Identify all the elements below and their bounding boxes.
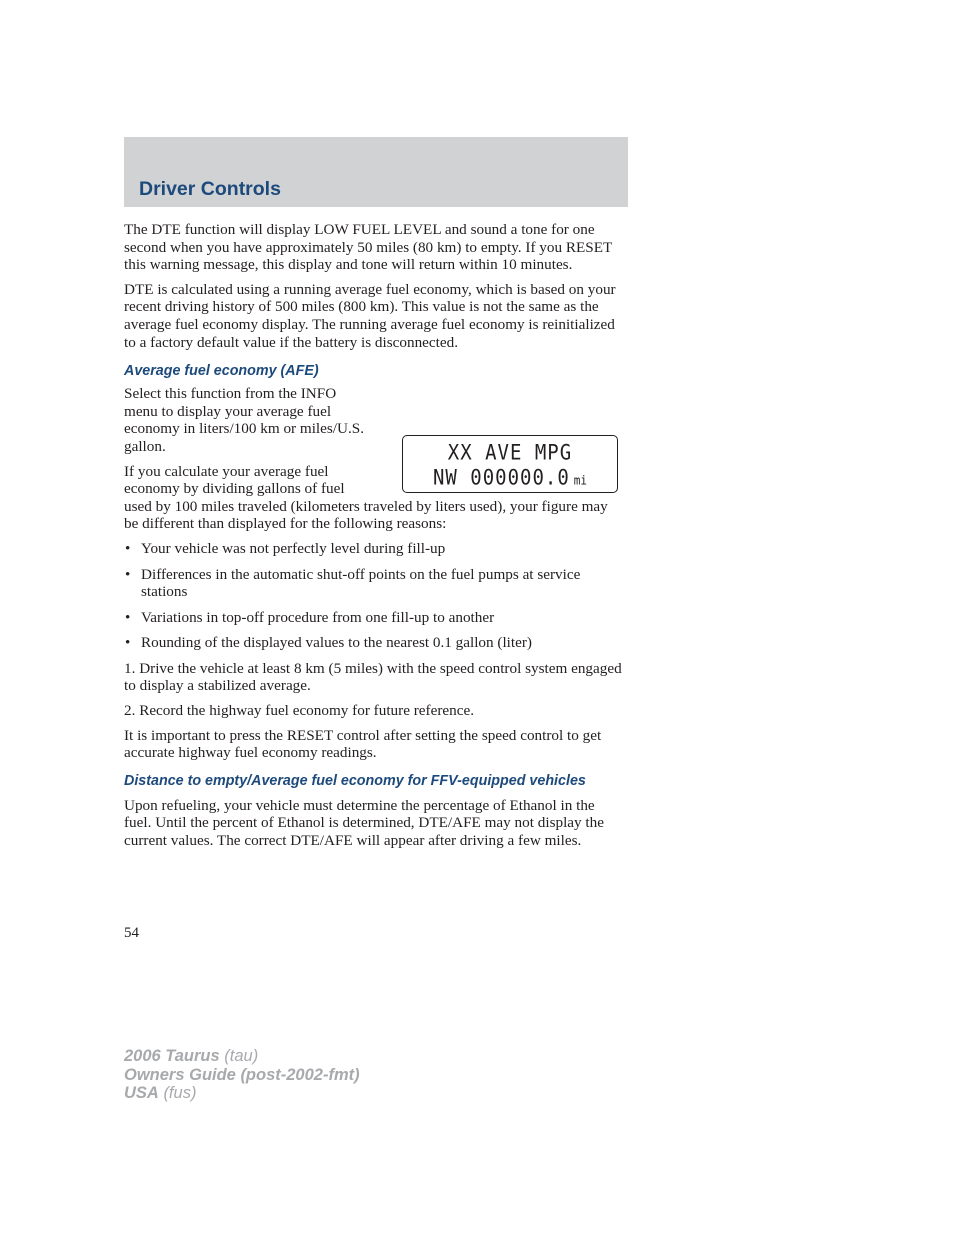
display-line-1: XX AVE MPG (447, 440, 573, 466)
heading-ffv: Distance to empty/Average fuel economy for FFV-equipped vehicles (124, 772, 586, 789)
paragraph-afe-calculate-part1: If you calculate your average fuel economy by dividing gallons of fuel (124, 462, 345, 498)
page-content (124, 221, 622, 857)
footer-line-2 (124, 1066, 360, 1085)
paragraph-afe-calculate (124, 463, 622, 533)
footer-guide: Owners Guide (post-2002-fmt) (124, 1065, 360, 1084)
list-item: • Your vehicle was not perfectly level during fill-up (124, 540, 622, 558)
paragraph-afe-select: Select this function from the INFO menu to display your average fuel economy in liters/100 km or miles/U.S. gallon. (124, 385, 365, 455)
footer-line-3 (124, 1084, 360, 1103)
document-footer (124, 1047, 360, 1103)
step-2: 2. Record the highway fuel economy for future reference. (124, 702, 475, 720)
list-item: • Rounding of the displayed values to the nearest 0.1 gallon (liter) (124, 634, 622, 652)
display-line-2-value: NW 000000.0 (432, 465, 570, 491)
heading-afe: Average fuel economy (AFE) (124, 363, 319, 380)
page-number: 54 (124, 925, 139, 941)
reasons-list (124, 540, 622, 652)
paragraph-dte-calculation: DTE is calculated using a running average fuel economy, which is based on your recent driving history of 500 miles (800 km). This value is not the same as the average fuel economy display. The running average fuel economy is reinitialized to a factory default value if the battery is disconnected. (124, 280, 616, 351)
footer-model-code: (tau) (224, 1047, 259, 1065)
paragraph-afe-calculate-part2: used by 100 miles traveled (kilometers traveled by liters used), your figure may be different than displayed for the following reasons: (124, 497, 608, 533)
list-item: • Variations in top-off procedure from one fill-up to another (124, 609, 622, 627)
section-title: Driver Controls (139, 178, 281, 200)
list-item: • Differences in the automatic shut-off points on the fuel pumps at service stations (124, 566, 622, 601)
footer-model: 2006 Taurus (124, 1047, 220, 1065)
footer-line-1 (124, 1047, 360, 1066)
paragraph-dte-low-fuel: The DTE function will display LOW FUEL LEVEL and sound a tone for one second when you have approximately 50 miles (80 km) to empty. If you RESET this warning message, this display and tone will return within 10 minutes. (124, 221, 613, 274)
section-header-band (124, 137, 628, 207)
footer-market: USA (124, 1084, 159, 1102)
display-unit: mi (573, 473, 588, 488)
paragraph-ffv: Upon refueling, your vehicle must determine the percentage of Ethanol in the fuel. Until the percent of Ethanol is determined, DTE/AFE may not display the current values. The correct DTE/AFE will appear after driving a few miles. (124, 796, 604, 850)
footer-market-code: (fus) (163, 1084, 197, 1102)
step-1: 1. Drive the vehicle at least 8 km (5 miles) with the speed control system engaged to display a stabilized average. (124, 659, 622, 695)
paragraph-reset-note: It is important to press the RESET control after setting the speed control to get accurate highway fuel economy readings. (124, 726, 602, 762)
